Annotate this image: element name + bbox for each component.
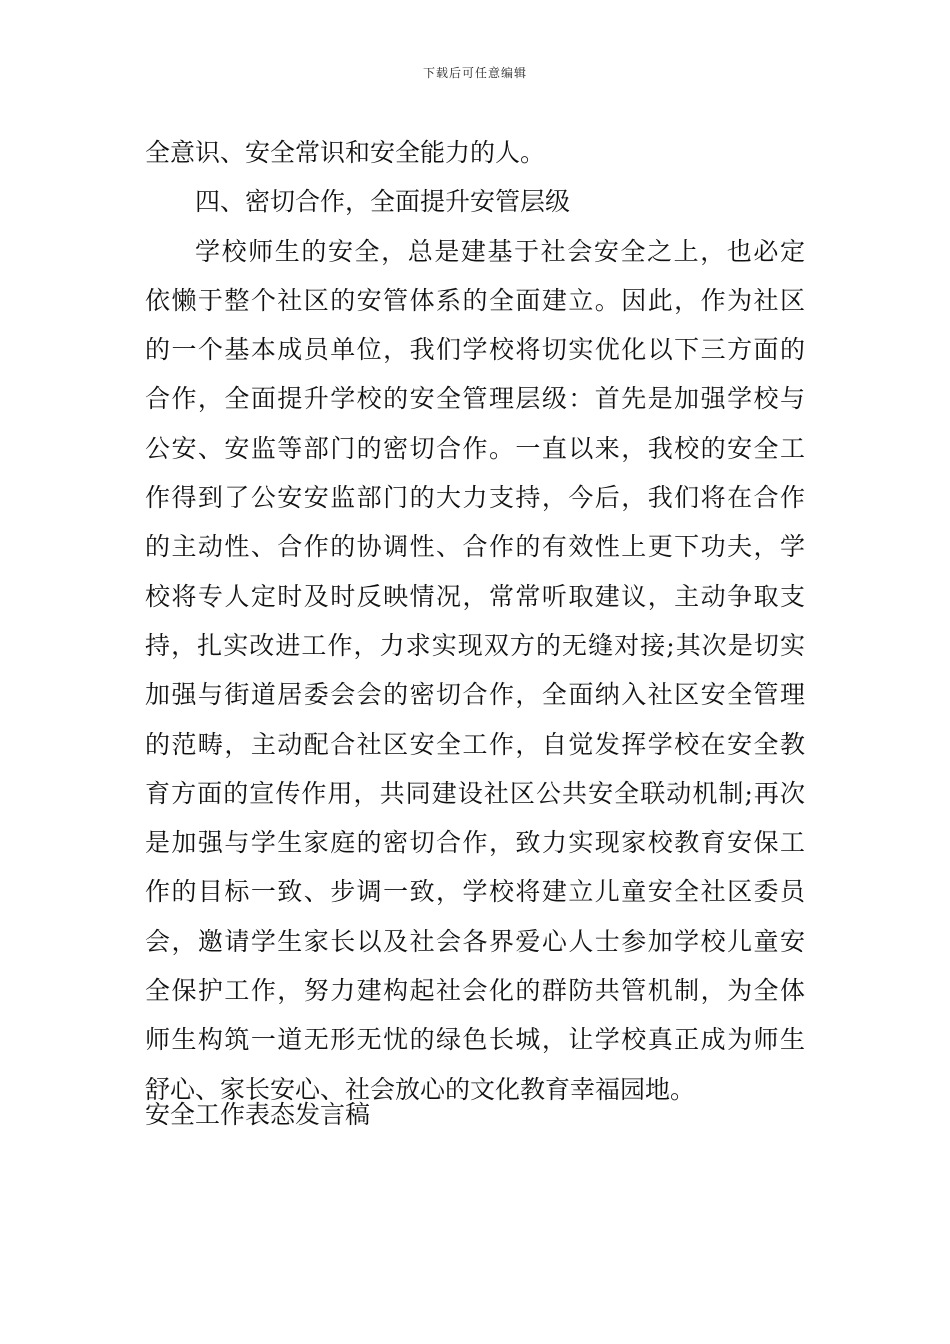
text-line: 公安、安监等部门的密切合作。一直以来，我校的安全工 bbox=[145, 433, 805, 463]
document-body bbox=[145, 128, 805, 1114]
text-line: 依懒于整个社区的安管体系的全面建立。因此，作为社区 bbox=[145, 285, 805, 315]
page-header: 下载后可任意编辑 bbox=[422, 66, 527, 80]
text-line: 的主动性、合作的协调性、合作的有效性上更下功夫，学 bbox=[145, 532, 805, 562]
next-document-title: 安全工作表态发言稿 bbox=[145, 1100, 371, 1129]
text-line: 合作，全面提升学校的安全管理层级：首先是加强学校与 bbox=[145, 384, 805, 414]
text-line: 作得到了公安安监部门的大力支持，今后，我们将在合作 bbox=[145, 483, 805, 513]
text-line: 全意识、安全常识和安全能力的人。 bbox=[145, 138, 546, 167]
text-line: 会，邀请学生家长以及社会各界爱心人士参加学校儿童安 bbox=[145, 926, 805, 956]
text-line: 作的目标一致、步调一致，学校将建立儿童安全社区委员 bbox=[145, 877, 805, 907]
paragraph-first-line: 学校师生的安全，总是建基于社会安全之上，也必定 bbox=[195, 236, 805, 266]
text-line: 的一个基本成员单位，我们学校将切实优化以下三方面的 bbox=[145, 335, 805, 365]
paragraph-last-line: 舒心、家长安心、社会放心的文化教育幸福园地。 bbox=[145, 1074, 696, 1104]
text-line: 加强与街道居委会会的密切合作，全面纳入社区安全管理 bbox=[145, 680, 805, 710]
text-line: 师生构筑一道无形无忧的绿色长城，让学校真正成为师生 bbox=[145, 1025, 805, 1055]
text-line: 是加强与学生家庭的密切合作，致力实现家校教育安保工 bbox=[145, 828, 805, 858]
text-line: 的范畴，主动配合社区安全工作，自觉发挥学校在安全教 bbox=[145, 729, 805, 759]
text-line: 全保护工作，努力建构起社会化的群防共管机制，为全体 bbox=[145, 976, 805, 1006]
text-line: 校将专人定时及时反映情况，常常听取建议，主动争取支 bbox=[145, 581, 805, 611]
section-heading: 四、密切合作，全面提升安管层级 bbox=[195, 187, 571, 217]
text-line: 持，扎实改进工作，力求实现双方的无缝对接;其次是切实 bbox=[145, 630, 805, 660]
text-line: 育方面的宣传作用，共同建设社区公共安全联动机制;再次 bbox=[145, 778, 805, 808]
